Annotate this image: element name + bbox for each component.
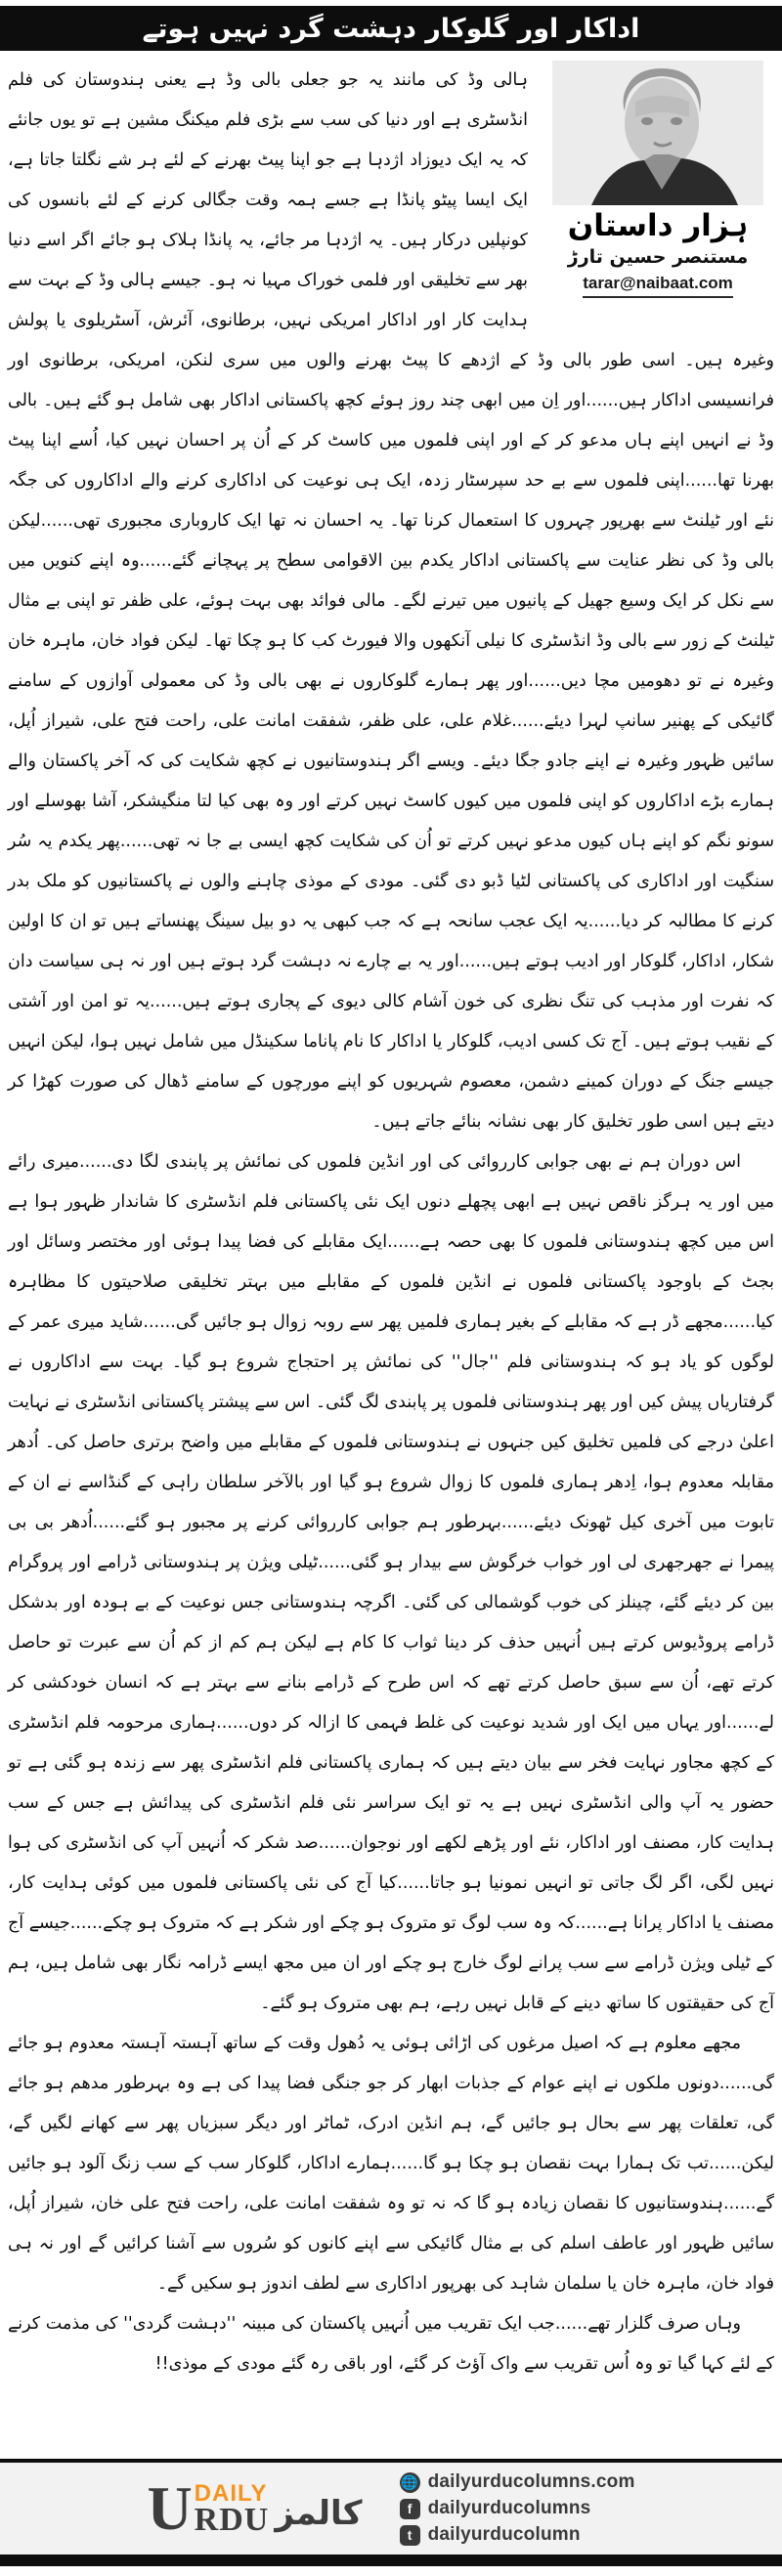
- article-body: [0, 51, 782, 2459]
- page-title: اداکار اور گلوکار دہشت گرد نہیں ہوتے: [142, 13, 640, 44]
- logo-daily-word: DAILY: [194, 2479, 268, 2507]
- logo-letter-u: U: [147, 2472, 193, 2543]
- facebook-icon: f: [400, 2499, 420, 2519]
- daily-urdu-columns-logo: [147, 2472, 363, 2543]
- article-paragraph: مجھے معلوم ہے کہ اصیل مرغوں کی اڑائی ہوئی یہ دُھول وقت کے ساتھ آہستہ آہستہ معدوم ہو جائے گی......دونوں ملکوں نے اپنے عوام کے جذبات ابھار کر جو جنگی فضا پیدا کی ہے وہ بہرطور مدھم ہو جائے گی، تعلقات پھر سے بحال ہو جائیں گے، ہم انڈین ادرک، ٹماٹر اور دیگر سبزیاں پھر سے کھانے لگیں گے، لیکن......تب تک ہمارا بہت نقصان ہو چکا ہو گا......ہمارے اداکار، گلوکار سب کے سب زنگ آلود ہو جائیں گے......ہندوستانیوں کا نقصان زیادہ ہو گا کہ نہ تو وہ شفقت امانت علی، راحت فتح علی خان، شیراز اُپل، سائیں ظہور اور عاطف اسلم کی بے مثال گائیکی سے اپنے کانوں کو سُروں سے آشنا کرائیں گے اور نہ ہی فواد خان، ماہرہ خان یا سلمان شاہد کی بھرپور اداکاری سے لطف اندوز ہو سکیں گے۔: [8, 2034, 774, 2294]
- website-link-label: dailyurducolumns.com: [427, 2471, 635, 2492]
- footer-links: [400, 2471, 635, 2546]
- article-paragraph: اس دوران ہم نے بھی جوابی کارروائی کی اور انڈین فلموں کی نمائش پر پابندی لگا دی......میری رائے میں اور یہ ہرگز ناقص نہیں ہے ابھی پچھلے دنوں ایک نئی پاکستانی فلم انڈسٹری کا شاندار ظہور ہوا ہے اس میں کچھ ہندوستانی فلموں کا بھی حصہ ہے......ایک مقابلے کی فضا پیدا ہوئی اور مختصر وسائل اور بجٹ کے باوجود پاکستانی فلموں نے انڈین فلموں کے مقابلے میں بہتر تخلیقی صلاحیتوں کا مظاہرہ کیا......مجھے ڈر ہے کہ مقابلے کے بغیر ہماری فلمیں پھر سے روبہ زوال ہو جائیں گی......شاید میری عمر کے لوگوں کو یاد ہو کہ ہندوستانی فلم ''جال'' کی نمائش پر احتجاج شروع ہو گیا۔ بہت سے اداکاروں نے گرفتاریاں پیش کیں اور پھر ہندوستانی فلموں پر پابندی لگ گئی۔ اس سے پیشتر پاکستانی انڈسٹری نے نہایت اعلیٰ درجے کی فلمیں تخلیق کیں جنہوں نے ہندوستانی فلموں کے مقابلے میں واضح برتری حاصل کی۔ اُدھر مقابلہ معدوم ہوا، اِدھر ہماری فلموں کا زوال شروع ہو گیا اور بالآخر سلطان راہی کے گنڈاسے نے ان کے تابوت میں آخری کیل ٹھونک دیئے......بہرطور ہم جوابی کارروائی کرنے پر مجبور ہو گئے......اُدھر بی بی پیمرا نے جھرجھری لی اور خواب خرگوش سے بیدار ہو گئی......ٹیلی ویژن پر ہندوستانی ڈرامے اور پروگرام بین کر دیئے گئے، چینلز کی خوب گوشمالی کی گئی۔ اگرچہ ہندوستانی جس نوعیت کے بے ہودہ اور بدشکل ڈرامے پروڈیوس کرتے ہیں اُنہیں حذف کر دینا ثواب کا کام ہے لیکن ہم کم از کم اُن سے عبرت تو حاصل کرتے تھے، اُن سے سبق حاصل کرتے تھے کہ اس طرح کے ڈرامے بنانے سے بہتر ہے کہ انسان خودکشی کر لے......اور یہاں میں ایک اور شدید نوعیت کی غلط فہمی کا ازالہ کر دوں......ہماری مرحومہ فلم انڈسٹری کے کچھ مجاور نہایت فخر سے بیان دیتے ہیں کہ ہماری پاکستانی فلم انڈسٹری پھر سے زندہ ہو گئی ہے تو حضور یہ آپ والی انڈسٹری نہیں ہے یہ تو ایک سراسر نئی فلم انڈسٹری کی پیدائش ہے جس کے سب ہدایت کار، مصنف اور اداکار، نئے اور پڑھے لکھے اور نوجوان......صد شکر کہ اُنہیں آپ کی انڈسٹری کی ہوا نہیں لگی، اگر لگ جاتی تو انہیں نمونیا ہو جاتا......کیا آج کی نئی پاکستانی فلموں میں کوئی ہدایت کار، مصنف یا اداکار پرانا ہے......کہ وہ سب لوگ تو متروک ہو چکے اور شکر ہے کہ متروک ہو چکے......جیسے آج کے ٹیلی ویژن ڈرامے سے سب پرانے لوگ خارج ہو چکے اور ان میں مجھ ایسے ڈرامہ نگار بھی شامل ہیں، ہم آج کی حقیقتوں کا ساتھ دینے کے قابل نہیں رہے، ہم بھی متروک ہو گئے۔: [8, 1152, 774, 2013]
- facebook-link[interactable]: [400, 2498, 635, 2519]
- footer-bottom-bar: [0, 2555, 782, 2566]
- author-email-link[interactable]: tarar@naibaat.com: [583, 274, 733, 298]
- column-title: ہزار داستان: [567, 208, 749, 243]
- twitter-icon: t: [400, 2525, 420, 2546]
- globe-icon: 🌐: [400, 2472, 420, 2493]
- article-paragraph: ہالی وڈ کی مانند یہ جو جعلی بالی وڈ ہے یعنی ہندوستان کی فلم انڈسٹری ہے اور دنیا کی سب سے بڑی فلم میکنگ مشین ہے تو یوں جانئے کہ یہ ایک دیوزاد اژدہا ہے جو اپنا پیٹ بھرنے کے لئے ہر شے نگلتا جاتا ہے، ایک ایسا پیٹو پانڈا ہے جسے ہمہ وقت جگالی کرنے کے لئے بانسوں کی کونپلیں درکار ہیں۔ یہ اژدہا مر جائے، یہ پانڈا ہلاک ہو جائے اگر اسے دنیا بھر سے تخلیقی اور فلمی خوراک مہیا نہ ہو۔ جیسے ہالی وڈ کے بہت سے ہدایت کار اور اداکار امریکی نہیں، برطانوی، آئرش، آسٹریلوی یا پولش وغیرہ ہیں۔ اسی طور بالی وڈ کے اژدھے کا پیٹ بھرنے والوں میں سری لنکن، امریکی، برطانوی اور فرانسیسی اداکار ہیں......اور اِن میں ابھی چند روز ہوئے کچھ پاکستانی اداکار بھی شامل ہو گئے ہیں۔ بالی وڈ نے انہیں اپنے ہاں مدعو کر کے اور اپنی فلموں میں کاسٹ کر کے اُن پر احسان نہیں کیا، اُسے اپنا پیٹ بھرنا تھا......اپنی فلموں سے بے حد سپرسٹار زدہ، ایک ہی نوعیت کی اداکاری کرنے والے اداکاروں کی جگہ نئے اور ٹیلنٹ سے بھرپور چہروں کا استعمال کرنا تھا۔ یہ احسان نہ تھا ایک کاروباری مجبوری تھی......لیکن بالی وڈ کی نظر عنایت سے پاکستانی اداکار یکدم بین الاقوامی سطح پر پہچانے گئے......وہ اپنے کنویں میں سے نکل کر ایک وسیع جھیل کے پانیوں میں تیرنے لگے۔ مالی فوائد بھی بہت ہوئے، علی ظفر تو اپنی بے مثال ٹیلنٹ کے زور سے بالی وڈ انڈسٹری کا نیلی آنکھوں والا فیورٹ کب کا ہو چکا تھا۔ لیکن فواد خان، ماہرہ خان وغیرہ نے تو دھومیں مچا دیں......اور پھر ہمارے گلوکاروں نے بھی بالی وڈ کی معمولی آوازوں کے سامنے گائیکی کے پھنیر سانپ لہرا دیئے......غلام علی، علی ظفر، شفقت امانت علی، راحت فتح علی، شیراز اُپل، سائیں ظہور وغیرہ نے اپنے جادو جگا دیئے۔ ویسے اگر ہندوستانیوں نے کچھ شکایت کی کہ آخر پاکستان والے ہمارے بڑے اداکاروں کو اپنی فلموں میں کیوں کاسٹ نہیں کرتے اور وہ بھی کیا لتا منگیشکر، آشا بھوسلے اور سونو نگم کو اپنے ہاں کیوں مدعو نہیں کرتے تو اُن کی شکایت کچھ ایسی بے جا نہ تھی......پھر یکدم یہ سُر سنگیت اور اداکاری کی پاکستانی لٹیا ڈبو دی گئی۔ مودی کے موذی چاہنے والوں نے پاکستانیوں کو ملک بدر کرنے کا مطالبہ کر دیا......یہ ایک عجب سانحہ ہے کہ جب کبھی یہ دو بیل سینگ پھنساتے ہیں تو ان کا اولین شکار، اداکار، گلوکار اور ادیب ہوتے ہیں......اور یہ بے چارے نہ دہشت گرد ہوتے ہیں اور نہ ہی سیاست دان کہ نفرت اور مذہب کی تنگ نظری کی خون آشام کالی دیوی کے پجاری ہوتے ہیں......یہ تو امن اور آشتی کے نقیب ہوتے ہیں۔ آج تک کسی ادیب، گلوکار یا اداکار کا نام پاناما سکینڈل میں شامل نہیں ہوا، لیکن انہیں جیسے جنگ کے دوران کمینے دشمن، معصوم شہریوں کو اپنے مورچوں کے سامنے ڈھال کی صورت کھڑا کر دیتے ہیں اسی طور تخلیق کار بھی نشانہ بنائے جاتے ہیں۔: [8, 70, 774, 1132]
- article-paragraph: وہاں صرف گلزار تھے......جب ایک تقریب میں اُنہیں پاکستان کی مبینہ ''دہشت گردی'' کی مذمت کرنے کے لئے کہا گیا تو وہ اُس تقریب سے واک آؤٹ کر گئے، اور باقی رہ گئے مودی کے موذی!!: [8, 2314, 774, 2374]
- author-box: [542, 61, 774, 298]
- logo-rdu-word: RDU: [194, 2501, 270, 2538]
- author-name: مستنصر حسین تارڑ: [567, 245, 749, 268]
- logo-urdu-columns-word: کالمز: [275, 2494, 363, 2534]
- author-photo: [552, 61, 763, 205]
- twitter-link-label: dailyurducolumn: [427, 2524, 581, 2545]
- footer: [0, 2459, 782, 2555]
- facebook-link-label: dailyurducolumns: [427, 2498, 591, 2518]
- website-link[interactable]: [400, 2471, 635, 2493]
- title-band: [0, 6, 782, 51]
- column-page: [0, 6, 782, 2566]
- twitter-link[interactable]: [400, 2524, 635, 2546]
